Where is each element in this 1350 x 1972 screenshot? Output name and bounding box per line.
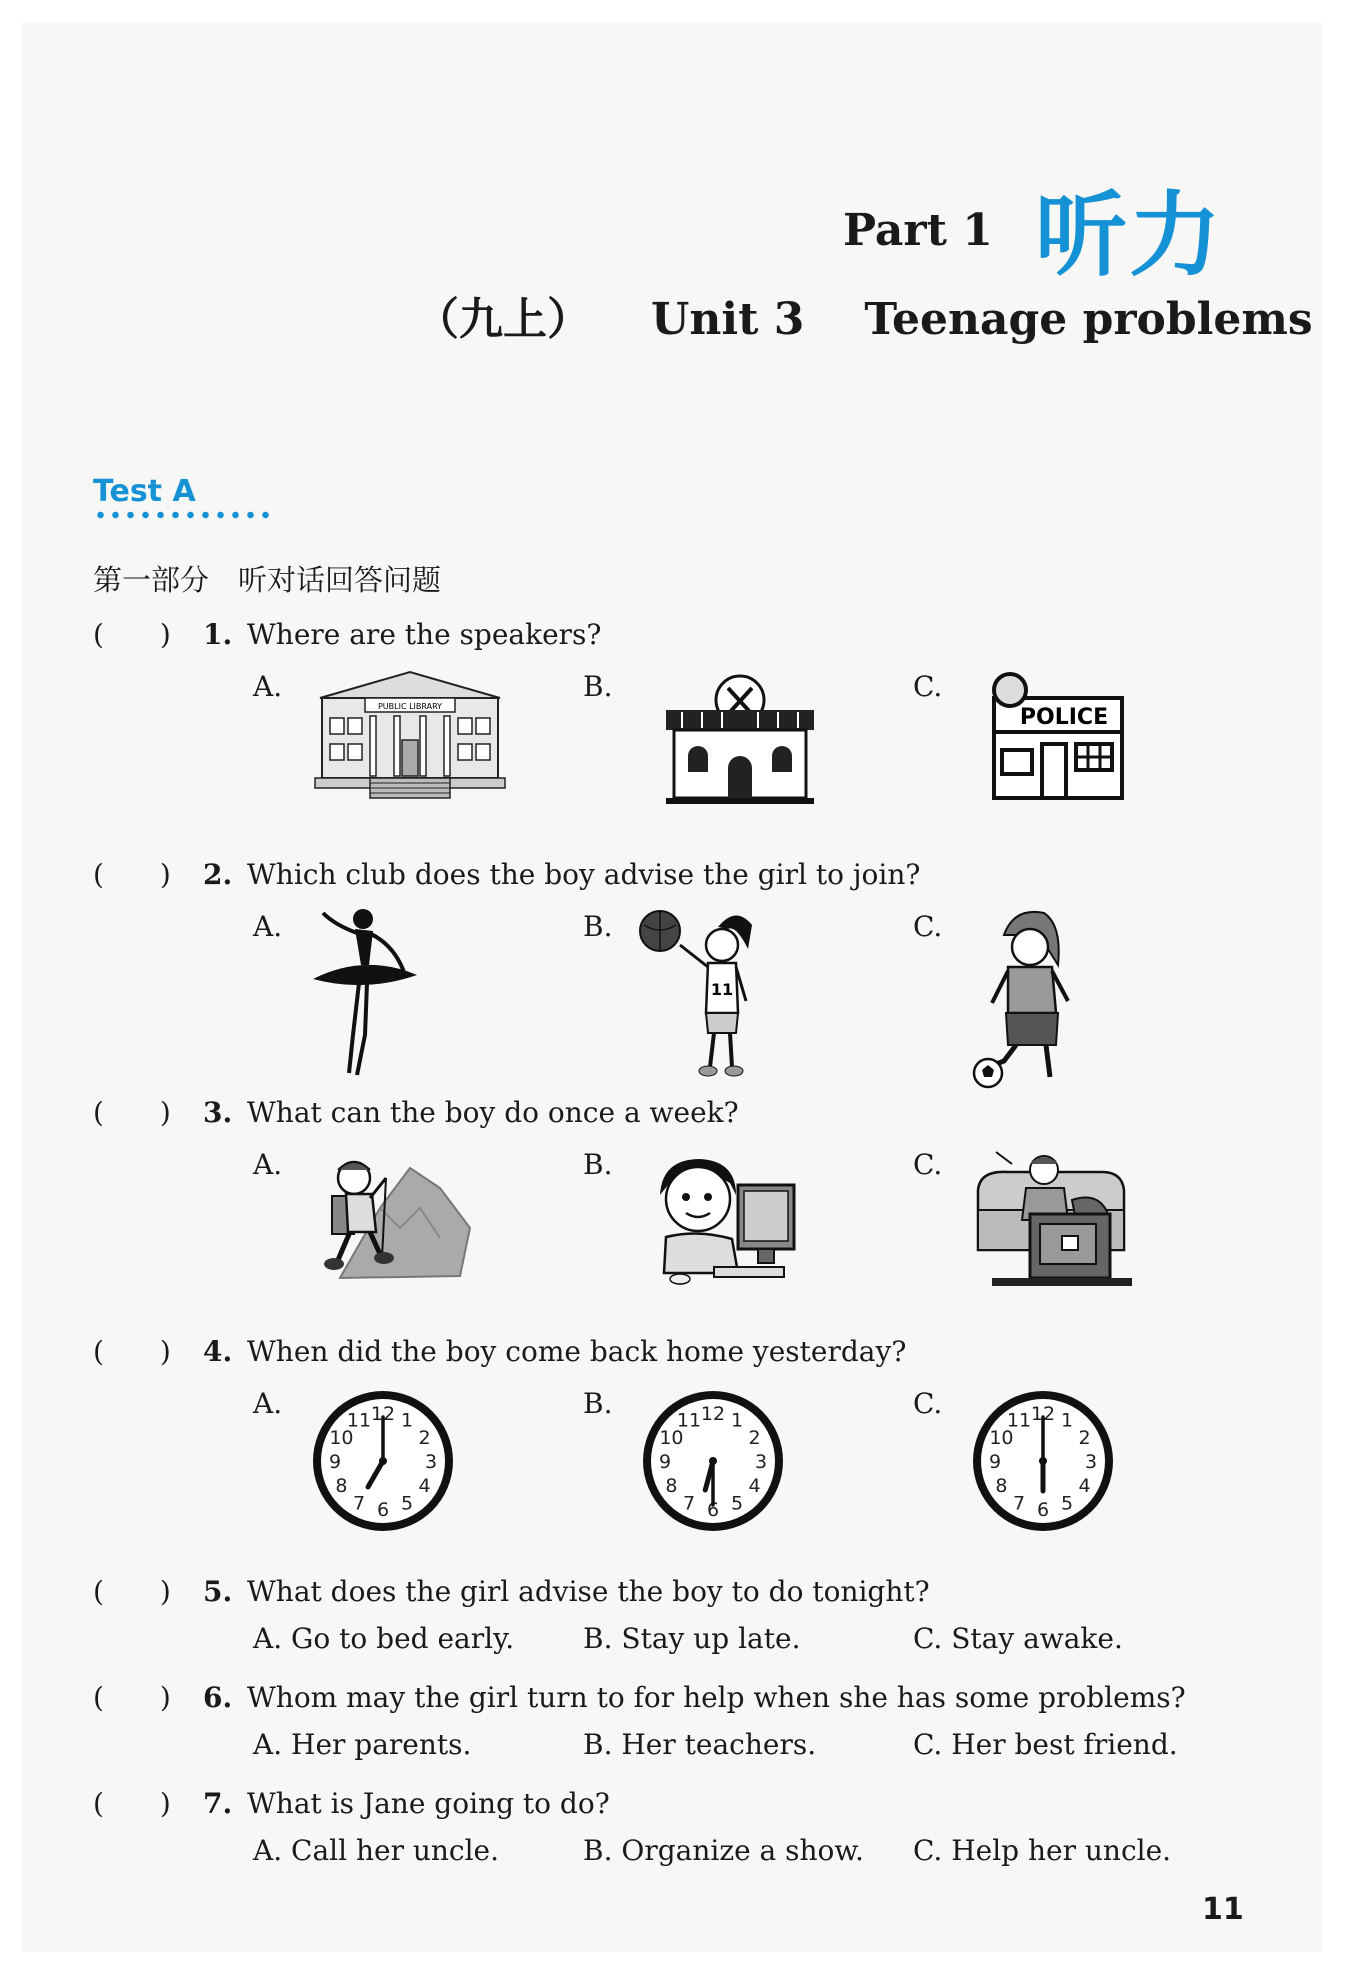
option-letter-c: C. xyxy=(913,910,943,943)
clock-numeral: 12 xyxy=(370,1403,396,1425)
unit-number: Unit 3 xyxy=(651,294,805,345)
clock-numeral: 5 xyxy=(730,1492,744,1515)
question-number: 2. xyxy=(203,858,233,891)
unit-grade: （九上） xyxy=(415,294,591,345)
clock-numeral: 2 xyxy=(418,1427,431,1449)
page-number: 11 xyxy=(1202,1892,1244,1927)
option-letter-c: C. xyxy=(913,1148,943,1181)
clock-numeral: 2 xyxy=(1078,1427,1091,1449)
clock-numeral: 1 xyxy=(730,1409,744,1432)
question-number: 6. xyxy=(203,1681,233,1714)
option-b[interactable] xyxy=(583,1728,816,1761)
option-text: Her best friend. xyxy=(951,1728,1178,1761)
clock-numeral: 4 xyxy=(418,1475,431,1497)
option-text: Call her uncle. xyxy=(291,1834,500,1867)
option-text: Her teachers. xyxy=(621,1728,817,1761)
football-girl-icon[interactable] xyxy=(964,905,1089,1090)
option-letter: C. xyxy=(913,1834,943,1867)
clock-numeral: 5 xyxy=(1060,1492,1074,1515)
clock-center xyxy=(1039,1457,1047,1465)
public-library-icon[interactable] xyxy=(310,668,510,803)
police-sign: POLICE xyxy=(1019,705,1109,730)
option-letter: C. xyxy=(913,1728,943,1761)
clock-numeral: 8 xyxy=(665,1475,678,1497)
option-text: Her parents. xyxy=(291,1728,472,1761)
option-a[interactable] xyxy=(253,1834,499,1867)
question-5 xyxy=(93,1570,930,1610)
question-text: Which club does the boy advise the girl to join? xyxy=(247,858,921,891)
unit-name: Teenage problems xyxy=(864,294,1313,345)
question-2 xyxy=(93,853,920,893)
option-letter-b: B. xyxy=(583,670,613,703)
ballet-dancer-icon[interactable] xyxy=(305,905,420,1080)
option-letter-a: A. xyxy=(253,1148,283,1181)
option-letter: B. xyxy=(583,1622,613,1655)
clock-numeral: 7 xyxy=(682,1492,696,1515)
question-text: What does the girl advise the boy to do tonight? xyxy=(247,1575,930,1608)
clock-numeral: 11 xyxy=(346,1409,372,1432)
answer-blank[interactable]: ( ) xyxy=(93,1787,171,1820)
clock-numeral: 6 xyxy=(376,1499,390,1521)
question-1 xyxy=(93,613,601,653)
clock-numeral: 10 xyxy=(659,1427,684,1449)
question-number: 3. xyxy=(203,1096,233,1129)
clock-numeral: 8 xyxy=(995,1475,1008,1497)
option-letter-a: A. xyxy=(253,670,283,703)
clock-numeral: 4 xyxy=(748,1475,761,1497)
clock-numeral: 4 xyxy=(1078,1475,1091,1497)
clock-numeral: 2 xyxy=(748,1427,761,1449)
boy-at-computer-icon[interactable] xyxy=(650,1155,800,1285)
part-chinese-title: 听力 xyxy=(1035,182,1224,289)
clock-numeral: 1 xyxy=(400,1409,414,1432)
option-text: Help her uncle. xyxy=(951,1834,1172,1867)
option-letter-b: B. xyxy=(583,1387,613,1420)
clock-numeral: 1 xyxy=(1060,1409,1074,1432)
clock-icon[interactable] xyxy=(968,1386,1118,1536)
option-letter-a: A. xyxy=(253,910,283,943)
option-c[interactable] xyxy=(913,1728,1178,1761)
clock-numeral: 3 xyxy=(1084,1451,1098,1473)
clock-icon[interactable] xyxy=(638,1386,788,1536)
answer-blank[interactable]: ( ) xyxy=(93,1575,171,1608)
dotted-underline xyxy=(93,511,273,519)
option-letter: C. xyxy=(913,1622,943,1655)
option-letter: A. xyxy=(253,1622,283,1655)
restaurant-icon[interactable] xyxy=(662,672,817,807)
clock-numeral: 10 xyxy=(989,1427,1014,1449)
person-watching-tv-icon[interactable] xyxy=(972,1150,1137,1290)
option-a[interactable] xyxy=(253,1622,514,1655)
clock-icon[interactable] xyxy=(308,1386,458,1536)
answer-blank[interactable]: ( ) xyxy=(93,618,171,651)
basketball-girl-icon[interactable] xyxy=(636,905,766,1080)
clock-center xyxy=(379,1457,387,1465)
option-letter-c: C. xyxy=(913,670,943,703)
clock-numeral: 7 xyxy=(352,1492,366,1515)
clock-numeral: 6 xyxy=(706,1499,720,1521)
option-c[interactable] xyxy=(913,1834,1171,1867)
option-a[interactable] xyxy=(253,1728,471,1761)
library-sign: PUBLIC LIBRARY xyxy=(377,702,443,711)
option-letter: A. xyxy=(253,1728,283,1761)
option-letter-b: B. xyxy=(583,910,613,943)
test-label: Test A xyxy=(93,474,196,509)
question-number: 7. xyxy=(203,1787,233,1820)
answer-blank[interactable]: ( ) xyxy=(93,1096,171,1129)
option-b[interactable] xyxy=(583,1622,800,1655)
hiking-boy-icon[interactable] xyxy=(310,1148,480,1288)
answer-blank[interactable]: ( ) xyxy=(93,1335,171,1368)
question-6 xyxy=(93,1676,1186,1716)
answer-blank[interactable]: ( ) xyxy=(93,1681,171,1714)
question-number: 1. xyxy=(203,618,233,651)
option-text: Go to bed early. xyxy=(291,1622,515,1655)
section-title: 第一部分 听对话回答问题 xyxy=(93,563,442,597)
answer-blank[interactable]: ( ) xyxy=(93,858,171,891)
clock-numeral: 8 xyxy=(335,1475,348,1497)
option-letter-a: A. xyxy=(253,1387,283,1420)
option-letter-b: B. xyxy=(583,1148,613,1181)
clock-numeral: 11 xyxy=(676,1409,702,1432)
clock-numeral: 3 xyxy=(754,1451,768,1473)
question-text: What is Jane going to do? xyxy=(247,1787,610,1820)
question-3 xyxy=(93,1091,739,1131)
question-number: 5. xyxy=(203,1575,233,1608)
question-4 xyxy=(93,1330,906,1370)
unit-title xyxy=(415,283,1313,347)
clock-center xyxy=(709,1457,717,1465)
clock-numeral: 9 xyxy=(988,1451,1002,1473)
option-letter: A. xyxy=(253,1834,283,1867)
option-text: Organize a show. xyxy=(621,1834,864,1867)
clock-numeral: 6 xyxy=(1036,1499,1050,1521)
option-letter: B. xyxy=(583,1834,613,1867)
question-text: Where are the speakers? xyxy=(247,618,602,651)
clock-numeral: 11 xyxy=(1006,1409,1032,1432)
question-7 xyxy=(93,1782,610,1822)
clock-numeral: 5 xyxy=(400,1492,414,1515)
option-text: Stay up late. xyxy=(621,1622,801,1655)
clock-numeral: 9 xyxy=(658,1451,672,1473)
question-text: When did the boy come back home yesterday? xyxy=(247,1335,907,1368)
clock-numeral: 9 xyxy=(328,1451,342,1473)
clock-numeral: 10 xyxy=(329,1427,354,1449)
option-letter: B. xyxy=(583,1728,613,1761)
part-label: Part 1 xyxy=(843,205,993,256)
clock-numeral: 7 xyxy=(1012,1492,1026,1515)
clock-numeral: 12 xyxy=(1030,1403,1056,1425)
police-station-icon[interactable] xyxy=(988,670,1128,805)
question-number: 4. xyxy=(203,1335,233,1368)
question-text: What can the boy do once a week? xyxy=(247,1096,739,1129)
clock-numeral: 3 xyxy=(424,1451,438,1473)
option-text: Stay awake. xyxy=(951,1622,1123,1655)
question-text: Whom may the girl turn to for help when she has some problems? xyxy=(247,1681,1186,1714)
option-b[interactable] xyxy=(583,1834,864,1867)
option-letter-c: C. xyxy=(913,1387,943,1420)
jersey-number: 11 xyxy=(710,980,734,999)
option-c[interactable] xyxy=(913,1622,1123,1655)
clock-numeral: 12 xyxy=(700,1403,726,1425)
